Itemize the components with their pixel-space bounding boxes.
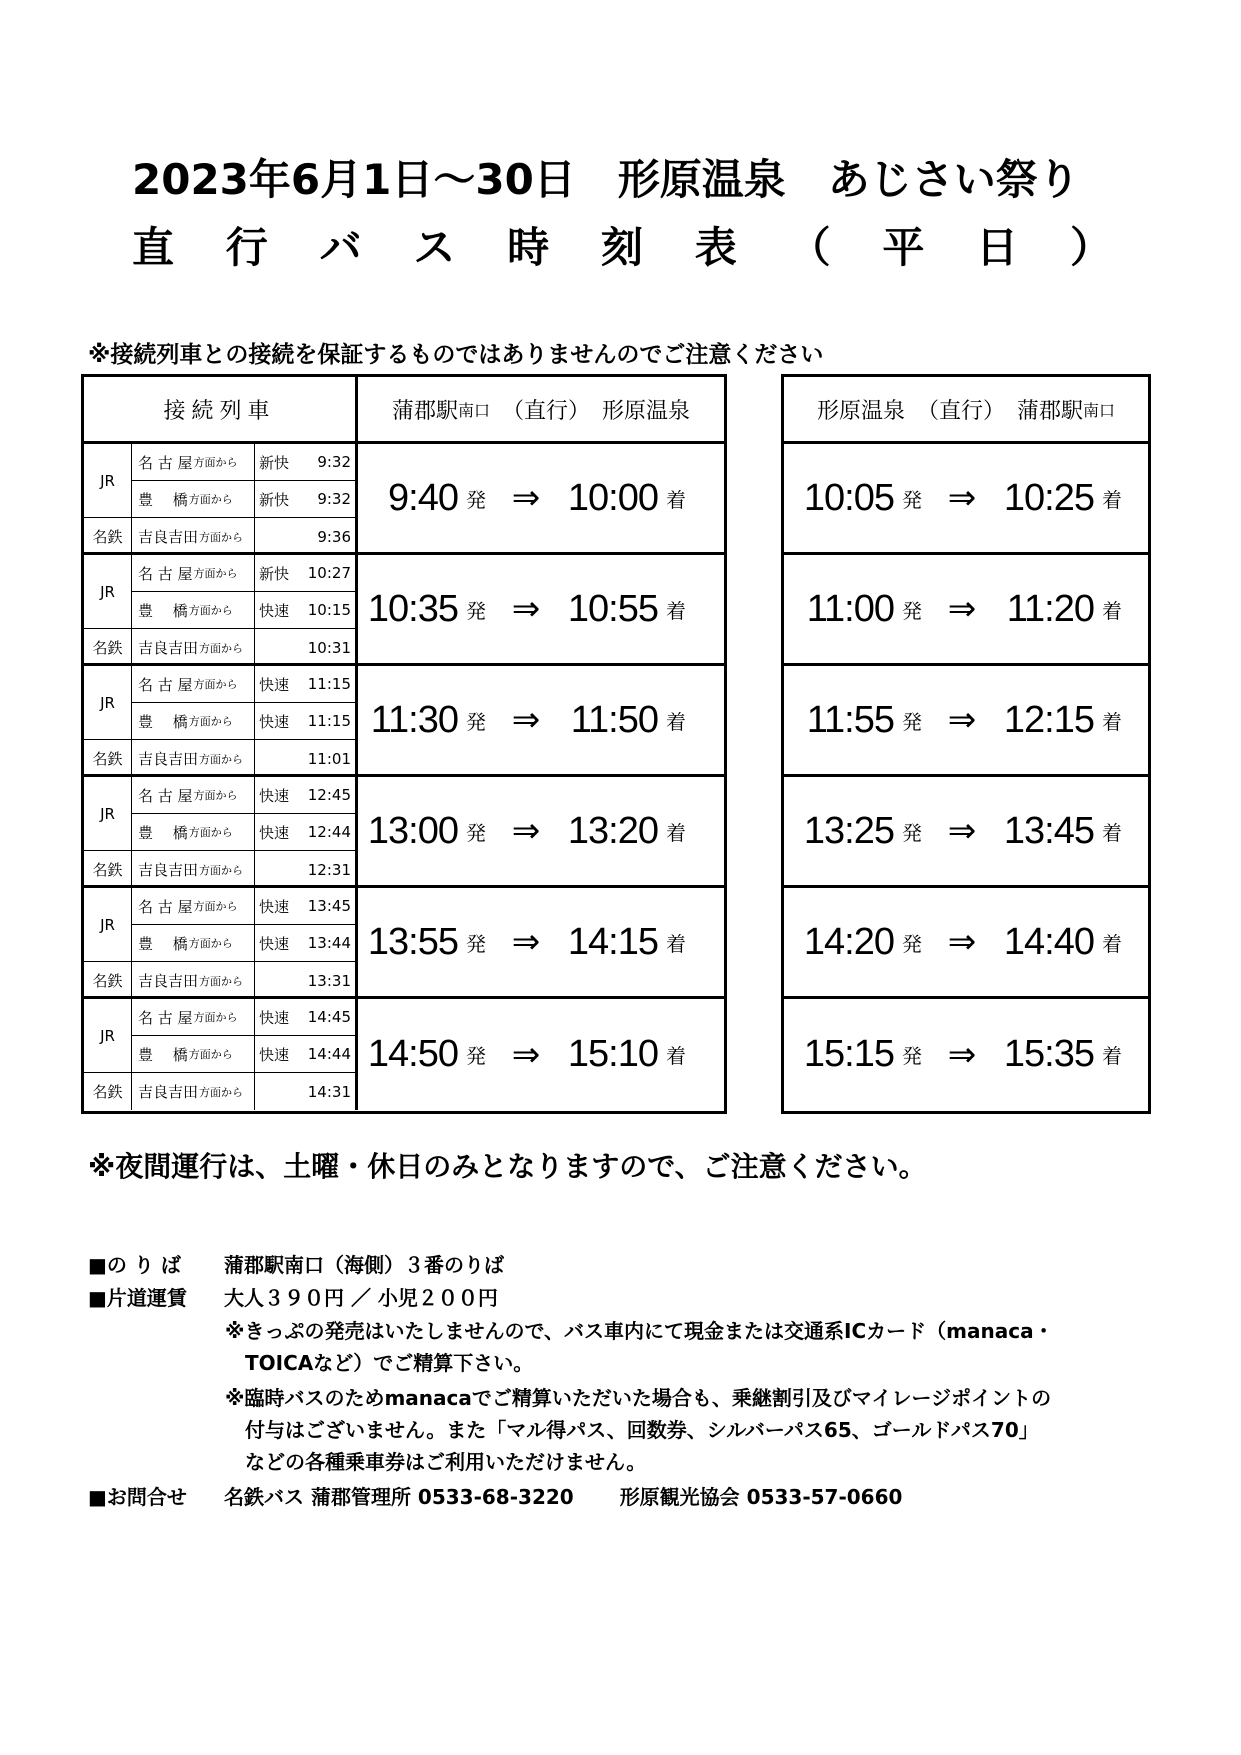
boarding-value: 蒲郡駅南口（海側）３番のりば [224, 1253, 504, 1277]
rail-meitetsu: 名鉄 [84, 740, 132, 777]
timetable-row [84, 777, 724, 888]
return-to: 蒲郡駅 [1017, 398, 1084, 424]
train-kira [255, 740, 355, 777]
train-toyohashi [255, 925, 355, 962]
title-char: 直 [132, 223, 175, 272]
depart-label: 発 [902, 931, 922, 956]
train-type: 新快 [259, 453, 290, 472]
arrow-icon: ⇒ [511, 922, 541, 962]
station-name: 豊 橋 [138, 712, 188, 731]
outbound-to: 形原温泉 [602, 398, 691, 424]
train-toyohashi [255, 592, 355, 629]
from-label: 方面から [188, 493, 233, 506]
arrive-label: 着 [1102, 598, 1122, 623]
station-toyohashi [132, 481, 255, 518]
title-char: ） [1069, 223, 1112, 272]
outbound-header [358, 377, 724, 444]
train-time: 14:44 [307, 1045, 351, 1063]
train-type: 快速 [259, 786, 290, 805]
title-char: 日 [976, 223, 1019, 272]
station-name: 名 古 屋 [138, 564, 193, 583]
depart-label: 発 [902, 820, 922, 845]
timetable-row [784, 888, 1148, 999]
rail-jr: JR [84, 555, 132, 629]
train-time: 12:44 [307, 823, 351, 841]
return-bus [784, 999, 1148, 1110]
train-kira [255, 629, 355, 666]
from-label: 方面から [193, 678, 238, 691]
train-kira [255, 518, 355, 555]
return-header [784, 377, 1148, 444]
boarding-info [88, 1250, 504, 1281]
train-type: 快速 [259, 934, 290, 953]
outbound-bus [358, 666, 724, 774]
fare-label: ■片道運賃 [88, 1286, 187, 1310]
outbound-bus [358, 888, 724, 996]
depart-label: 発 [466, 1044, 486, 1068]
station-toyohashi [132, 925, 255, 962]
fare-value: 大人３９０円 ／ 小児２００円 [224, 1286, 498, 1310]
return-bus [784, 777, 1148, 885]
from-label: 方面から [199, 752, 244, 766]
contact-value1: 名鉄バス 蒲郡管理所 0533-68-3220 [224, 1485, 574, 1509]
outbound-mid: （直行） [502, 398, 591, 424]
train-type: 新快 [259, 564, 290, 583]
connection-notice: ※接続列車との接続を保証するものではありませんのでご注意ください [88, 342, 824, 368]
train-time: 14:45 [307, 1008, 351, 1026]
from-label: 方面から [193, 789, 238, 802]
station-name: 豊 橋 [138, 934, 188, 953]
station-name: 吉良吉田 [138, 528, 199, 546]
outbound-bus [358, 444, 724, 552]
arrive-label: 着 [1102, 709, 1122, 734]
train-type: 快速 [259, 897, 290, 916]
connection-trains [84, 999, 358, 1110]
timetable-row [84, 888, 724, 999]
train-nagoya [255, 555, 355, 592]
train-time: 12:31 [307, 860, 351, 879]
rail-jr: JR [84, 777, 132, 851]
connection-trains [84, 666, 358, 774]
timetable-row [784, 666, 1148, 777]
timetable-row [84, 666, 724, 777]
station-name: 吉良吉田 [138, 1083, 199, 1101]
arrow-icon: ⇒ [947, 589, 977, 629]
title-char: 平 [882, 223, 925, 272]
outbound-bus [358, 777, 724, 885]
train-type: 新快 [259, 490, 290, 509]
fare-note2-c: などの各種乗車券はご利用いただけません。 [245, 1450, 647, 1474]
train-nagoya [255, 777, 355, 814]
connection-trains [84, 555, 358, 663]
depart-label: 発 [466, 931, 486, 956]
arrow-icon: ⇒ [947, 700, 977, 740]
from-label: 方面から [188, 1048, 233, 1061]
timetable-row [784, 999, 1148, 1110]
from-label: 方面から [199, 1085, 244, 1099]
station-name: 吉良吉田 [138, 972, 199, 990]
train-time: 12:45 [307, 786, 351, 804]
depart-time: 11:00 [806, 587, 894, 630]
arrive-time: 11:20 [1006, 587, 1094, 630]
train-kira [255, 851, 355, 888]
from-label: 方面から [193, 1011, 238, 1024]
depart-time: 13:55 [367, 920, 458, 963]
train-time: 9:32 [317, 453, 351, 471]
arrow-icon: ⇒ [511, 478, 541, 518]
train-toyohashi [255, 1036, 355, 1073]
station-nagoya [132, 666, 255, 703]
from-label: 方面から [193, 567, 238, 580]
arrive-label: 着 [1102, 1044, 1122, 1068]
fare-note1-a: ※きっぷの発売はいたしませんので、バス車内にて現金または交通系ICカード（manaca・ [225, 1319, 1054, 1343]
from-label: 方面から [188, 604, 233, 617]
page-title-line1: 2023年6月1日～30日 形原温泉 あじさい祭り [132, 155, 1080, 204]
arrive-time: 14:15 [567, 920, 658, 963]
depart-time: 15:15 [803, 1033, 894, 1075]
timetable-row [784, 777, 1148, 888]
connection-trains [84, 777, 358, 885]
rail-jr: JR [84, 444, 132, 518]
depart-label: 発 [466, 598, 486, 623]
depart-time: 9:40 [388, 476, 458, 519]
return-to-small: 南口 [1083, 400, 1116, 420]
station-kira [132, 518, 255, 555]
arrive-time: 13:45 [1003, 809, 1094, 852]
outbound-from: 蒲郡駅 [391, 398, 458, 424]
rail-meitetsu: 名鉄 [84, 962, 132, 999]
station-nagoya [132, 999, 255, 1036]
station-name: 名 古 屋 [138, 675, 193, 694]
arrive-time: 10:25 [1003, 476, 1094, 519]
depart-time: 13:25 [803, 809, 894, 852]
arrive-label: 着 [666, 709, 686, 734]
depart-label: 発 [902, 1044, 922, 1068]
rail-jr: JR [84, 999, 132, 1073]
station-name: 豊 橋 [138, 823, 188, 842]
arrive-time: 15:35 [1003, 1033, 1094, 1075]
arrive-label: 着 [666, 598, 686, 623]
train-type: 快速 [259, 823, 290, 842]
station-name: 名 古 屋 [138, 453, 193, 472]
outbound-timetable [81, 374, 727, 1114]
outbound-bus [358, 555, 724, 663]
contact-value2: 形原観光協会 0533-57-0660 [619, 1485, 903, 1509]
arrow-icon: ⇒ [511, 1034, 541, 1075]
train-time: 11:15 [307, 675, 351, 693]
timetable-row [84, 444, 724, 555]
depart-time: 11:55 [806, 698, 894, 741]
arrive-time: 10:00 [567, 476, 658, 519]
train-time: 11:15 [307, 712, 351, 730]
station-name: 名 古 屋 [138, 897, 193, 916]
train-nagoya [255, 666, 355, 703]
depart-label: 発 [466, 487, 486, 512]
depart-time: 11:30 [370, 698, 458, 741]
timetable-row [784, 555, 1148, 666]
station-toyohashi [132, 1036, 255, 1073]
train-type: 快速 [259, 1045, 290, 1064]
connection-trains [84, 444, 358, 552]
from-label: 方面から [188, 826, 233, 839]
from-label: 方面から [199, 641, 244, 655]
station-kira [132, 629, 255, 666]
depart-time: 13:00 [367, 809, 458, 852]
rail-meitetsu: 名鉄 [84, 518, 132, 555]
depart-label: 発 [466, 820, 486, 845]
timetable-row [84, 999, 724, 1110]
fare-note2-a: ※臨時バスのためmanacaでご精算いただいた場合も、乗継割引及びマイレージポイントの [225, 1386, 1052, 1410]
station-nagoya [132, 777, 255, 814]
timetable-row [84, 555, 724, 666]
depart-time: 10:05 [803, 476, 894, 519]
title-char: ス [413, 223, 456, 272]
arrive-label: 着 [1102, 487, 1122, 512]
station-nagoya [132, 888, 255, 925]
train-time: 10:15 [307, 601, 351, 619]
from-label: 方面から [199, 863, 244, 877]
arrive-label: 着 [666, 820, 686, 845]
title-char: 刻 [600, 223, 643, 272]
depart-label: 発 [466, 709, 486, 734]
arrow-icon: ⇒ [511, 700, 541, 740]
train-type: 快速 [259, 675, 290, 694]
outbound-from-small: 南口 [457, 400, 490, 420]
station-name: 吉良吉田 [138, 861, 199, 879]
arrive-label: 着 [666, 1044, 686, 1068]
depart-time: 10:35 [367, 587, 458, 630]
arrow-icon: ⇒ [947, 478, 977, 518]
rail-meitetsu: 名鉄 [84, 1073, 132, 1110]
return-mid: （直行） [916, 398, 1005, 424]
station-name: 吉良吉田 [138, 639, 199, 657]
depart-label: 発 [902, 709, 922, 734]
return-bus [784, 888, 1148, 996]
train-time: 9:36 [317, 527, 351, 546]
fare-note1-b: TOICAなど）でご精算下さい。 [245, 1351, 534, 1375]
train-nagoya [255, 999, 355, 1036]
depart-label: 発 [902, 487, 922, 512]
depart-time: 14:20 [803, 920, 894, 963]
contact-label: ■お問合せ [88, 1485, 187, 1509]
title-char: バ [319, 223, 362, 272]
arrive-time: 11:50 [570, 698, 658, 741]
arrive-label: 着 [1102, 931, 1122, 956]
train-type: 快速 [259, 601, 290, 620]
connection-trains [84, 888, 358, 996]
station-name: 名 古 屋 [138, 786, 193, 805]
rail-jr: JR [84, 888, 132, 962]
return-bus [784, 555, 1148, 663]
boarding-label: ■の り ば [88, 1253, 181, 1277]
title-char: （ [788, 223, 831, 272]
depart-time: 14:50 [367, 1033, 458, 1075]
train-time: 13:31 [307, 971, 351, 990]
arrow-icon: ⇒ [947, 922, 977, 962]
station-nagoya [132, 444, 255, 481]
station-nagoya [132, 555, 255, 592]
station-toyohashi [132, 814, 255, 851]
from-label: 方面から [188, 715, 233, 728]
arrow-icon: ⇒ [511, 811, 541, 851]
station-kira [132, 851, 255, 888]
arrive-label: 着 [666, 931, 686, 956]
train-time: 13:45 [307, 897, 351, 915]
title-char: 行 [225, 223, 268, 272]
depart-label: 発 [902, 598, 922, 623]
arrive-time: 14:40 [1003, 920, 1094, 963]
rail-meitetsu: 名鉄 [84, 851, 132, 888]
from-label: 方面から [188, 937, 233, 950]
train-type: 快速 [259, 1008, 290, 1027]
rail-meitetsu: 名鉄 [84, 629, 132, 666]
arrive-time: 13:20 [567, 809, 658, 852]
arrive-time: 12:15 [1003, 698, 1094, 741]
train-time: 10:27 [307, 564, 351, 582]
return-from: 形原温泉 [816, 398, 905, 424]
train-type: 快速 [259, 712, 290, 731]
connection-header: 接続列車 [84, 377, 358, 444]
train-toyohashi [255, 703, 355, 740]
arrow-icon: ⇒ [947, 811, 977, 851]
train-kira [255, 962, 355, 999]
return-bus [784, 666, 1148, 774]
title-char: 表 [694, 223, 737, 272]
train-time: 9:32 [317, 490, 351, 508]
train-time: 11:01 [307, 749, 351, 768]
outbound-bus [358, 999, 724, 1110]
arrive-label: 着 [666, 487, 686, 512]
return-bus [784, 444, 1148, 552]
rail-jr: JR [84, 666, 132, 740]
station-name: 吉良吉田 [138, 750, 199, 768]
title-char: 時 [507, 223, 550, 272]
arrive-label: 着 [1102, 820, 1122, 845]
arrow-icon: ⇒ [511, 589, 541, 629]
station-kira [132, 962, 255, 999]
station-kira [132, 740, 255, 777]
train-nagoya [255, 888, 355, 925]
arrive-time: 15:10 [567, 1033, 658, 1075]
train-time: 10:31 [307, 638, 351, 657]
contact-info [88, 1482, 902, 1513]
station-name: 名 古 屋 [138, 1008, 193, 1027]
train-time: 13:44 [307, 934, 351, 952]
arrive-time: 10:55 [567, 587, 658, 630]
from-label: 方面から [193, 900, 238, 913]
train-toyohashi [255, 814, 355, 851]
train-time: 14:31 [307, 1082, 351, 1101]
station-name: 豊 橋 [138, 490, 188, 509]
from-label: 方面から [193, 456, 238, 469]
station-name: 豊 橋 [138, 1045, 188, 1064]
station-toyohashi [132, 703, 255, 740]
train-nagoya [255, 444, 355, 481]
from-label: 方面から [199, 530, 244, 544]
timetable-row [784, 444, 1148, 555]
station-kira [132, 1073, 255, 1110]
train-toyohashi [255, 481, 355, 518]
from-label: 方面から [199, 974, 244, 988]
train-kira [255, 1073, 355, 1110]
fare-info [88, 1283, 498, 1314]
return-timetable [781, 374, 1151, 1114]
fare-note2-b: 付与はございません。また「マル得パス、回数券、シルバーパス65、ゴールドパス70」 [245, 1418, 1039, 1442]
station-toyohashi [132, 592, 255, 629]
night-notice: ※夜間運行は、土曜・休日のみとなりますので、ご注意ください。 [88, 1150, 927, 1183]
arrow-icon: ⇒ [947, 1034, 977, 1075]
page-title-line2 [132, 218, 1112, 278]
station-name: 豊 橋 [138, 601, 188, 620]
